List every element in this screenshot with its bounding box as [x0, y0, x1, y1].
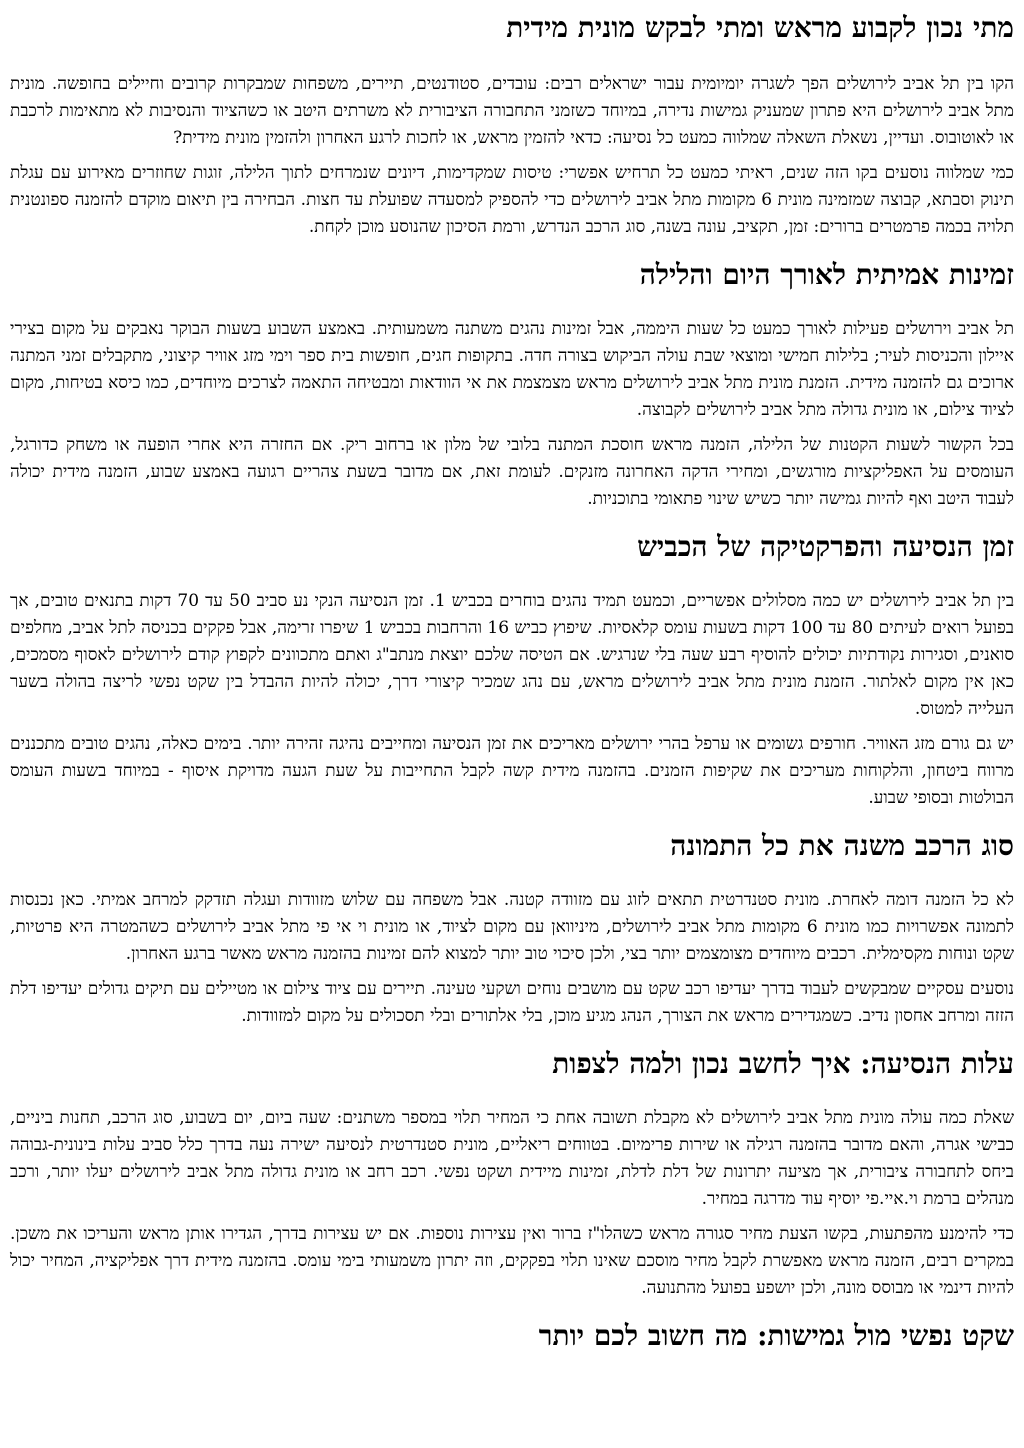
section-travel-time: [10, 529, 1014, 812]
paragraph: כמי שמלווה נוסעים בקו הזה שנים, ראיתי כמעט כל תרחיש אפשרי: טיסות שמקדימות, דיונים שנמרחים לתוך הלילה, זוגות שחוזרים מאירוע עם עגלת תינוק וסבתא, קבוצה שמזמינה מונית 6 מקומות מתל אביב לירושלים כדי להספיק למסעדה שפועלת עד חצות. הבחירה בין תיאום מוקדם להזמנה ספונטנית תלויה בכמה פרמטרים ברורים: זמן, תקציב, עונה בשנה, סוג הרכב הנדרש, ורמת הסיכון שהנוסע מוכן לקחת.: [10, 163, 1014, 237]
paragraph: כדי להימנע מהפתעות, בקשו הצעת מחיר סגורה מראש כשהלו"ז ברור ואין עצירות נוספות. אם יש עצירות בדרך, הגדירו אותן מראש והעריכו את משכן. במקרים רבים, הזמנה מראש מאפשרת לקבל מחיר מוסכם שאינו תלוי בפקקים, וזה יתרון משמעותי בימי עומס. בהזמנה מידית דרך אפליקציה, המחיר יכול להיות דינמי או מבוסס מונה, ולכן יושפע בפועל מהתנועה.: [10, 1224, 1014, 1298]
paragraph: יש גם גורם מזג האוויר. חורפים גשומים או ערפל בהרי ירושלים מאריכים את זמן הנסיעה ומחייבים נהיגה זהירה יותר. בימים כאלה, נהגים טובים מתכננים מרווח ביטחון, והלקוחות מעריכים את שקיפות הזמנים. בהזמנה מידית קשה לקבל התחייבות על שעת הגעה מדויקת איסוף - במיוחד בשעות העומס הבולטות ובסופי שבוע.: [10, 734, 1014, 808]
paragraph: תל אביב וירושלים פעילות לאורך כמעט כל שעות היממה, אבל זמינות נהגים משתנה משמעותית. באמצע השבוע בשעות הבוקר נאבקים על מקום בצירי איילון והכניסות לעיר; בלילות חמישי ומוצאי שבת עולה הביקוש בצורה חדה. בתקופות חגים, חופשות בית ספר וימי מזג אוויר קיצוני, מתקבלים זמני המתנה ארוכים גם להזמנה מידית. הזמנת מונית מתל אביב לירושלים מראש מצמצמת את אי הוודאות ומבטיחה התאמה לצרכים מיוחדים, כמו כיסא בטיחות, מקום לציוד צילום, או מונית גדולה מתל אביב לירושלים לקבוצה.: [10, 319, 1014, 420]
page-title: מתי נכון לקבוע מראש ומתי לבקש מונית מידית: [506, 11, 1014, 44]
section-heading-peace-vs-flexibility: שקט נפשי מול גמישות: מה חשוב לכם יותר: [538, 1319, 1014, 1352]
paragraph: שאלת כמה עולה מונית מתל אביב לירושלים לא מקבלת תשובה אחת כי המחיר תלוי במספר משתנים: שעה ביום, יום בשבוע, סוג הרכב, תחנות ביניים, כבישי אגרה, והאם מדובר בהזמנה רגילה או שירות פרימיום. בטווחים ריאליים, מונית סטנדרטית לנסיעה ישירה נעה בדרך כלל סביב עלות בינונית-גבוהה ביחס לתחבורה ציבורית, אך מציעה יתרונות של דלת לדלת, זמינות מיידית ושקט נפשי. רכב רחב או מונית גדולה מתל אביב לירושלים יעלו יותר, ורכב מנהלים ברמת וי.איי.פי יוסיף עוד מדרגה במחיר.: [10, 1108, 1014, 1209]
section-heading-availability: זמינות אמיתית לאורך היום והלילה: [639, 258, 1014, 291]
section-peace-vs-flexibility: [10, 1318, 1014, 1353]
paragraph: בין תל אביב לירושלים יש כמה מסלולים אפשריים, וכמעט תמיד נהגים בוחרים בכביש 1. זמן הנסיעה הנקי נע סביב 50 עד 70 דקות בתנאים טובים, אך בפועל רואים לעיתים 80 עד 100 דקות בשעות עומס קלאסיות. שיפוץ כביש 16 והרחבות בכביש 1 שיפרו זרימה, אבל פקקים בכניסה לתל אביב, מחלפים סואנים, וסגירות נקודתיות יכולים להוסיף רבע שעה בלי שנרגיש. אם הטיסה שלכם יוצאת מנתב"ג ואתם מתכוונים לקפוץ קודם לירושלים לאסוף מסמכים, כאן אין מקום לאלתור. הזמנת מונית מתל אביב לירושלים מראש, עם נהג שמכיר קיצורי דרך, יכולה להיות ההבדל בין שקט נפשי לריצה בהולה בשער העלייה למטוס.: [10, 591, 1015, 719]
section-heading-vehicle-type: סוג הרכב משנה את כל התמונה: [670, 829, 1014, 862]
section-cost: [10, 1046, 1014, 1302]
section-availability: [10, 257, 1014, 513]
section-heading-cost: עלות הנסיעה: איך לחשב נכון ולמה לצפות: [552, 1047, 1014, 1080]
section-intro: [10, 71, 1014, 241]
paragraph: לא כל הזמנה דומה לאחרת. מונית סטנדרטית תתאים לזוג עם מזוודה קטנה. אבל משפחה עם שלוש מזוודות ועגלה תזדקק למרחב אמיתי. כאן נכנסות לתמונה אפשרויות כמו מונית 6 מקומות מתל אביב לירושלים, מיניוואן עם מקום לציוד, או מונית וי אי פי מתל אביב לירושלים כשהמטרה היא פרטיות, שקט ונוחות מקסימלית. רכבים מיוחדים מצומצמים יותר בצי, ולכן סיכוי טוב יותר למצוא להם זמינות בהזמנה מראש מאשר ברגע האחרון.: [10, 890, 1014, 964]
section-heading-travel-time: זמן הנסיעה והפרקטיקה של הכביש: [637, 530, 1014, 563]
paragraph: הקו בין תל אביב לירושלים הפך לשגרה יומיומית עבור ישראלים רבים: עובדים, סטודנטים, תיירים, משפחות שמבקרות קרובים וחיילים בחופשה. מונית מתל אביב לירושלים היא פתרון שמעניק גמישות נדירה, במיוחד כשזמני התחבורה הציבורית לא משרתים היטב או כשהציוד והנסיבות לא מתאימות לרכבת או לאוטובוס. ועדיין, נשאלת השאלה שמלווה כמעט כל נסיעה: כדאי להזמין מראש, או לחכות לרגע האחרון ולהזמין מונית מידית?: [10, 74, 1014, 148]
paragraph: בכל הקשור לשעות הקטנות של הלילה, הזמנה מראש חוסכת המתנה בלובי של מלון או ברחוב ריק. אם החזרה היא אחרי הופעה או משחק כדורגל, העומסים על האפליקציות מורגשים, ומחירי הדקה האחרונה מזנקים. לעומת זאת, אם מדובר בשעת צהריים רגועה באמצע שבוע, הזמנה מידית יכולה לעבוד היטב ואף להיות גמישה יותר כשיש שינוי פתאומי בתוכניות.: [10, 435, 1014, 509]
section-vehicle-type: [10, 828, 1014, 1030]
paragraph: נוסעים עסקיים שמבקשים לעבוד בדרך יעדיפו רכב שקט עם מושבים נוחים ושקעי טעינה. תיירים עם ציוד צילום או מטיילים עם תיקים גדולים יעדיפו דלת הזזה ומרחב אחסון נדיב. כשמגדירים מראש את הצורך, הנהג מגיע מוכן, בלי אלתורים ובלי תסכולים על מקום למזוודות.: [10, 979, 1014, 1026]
